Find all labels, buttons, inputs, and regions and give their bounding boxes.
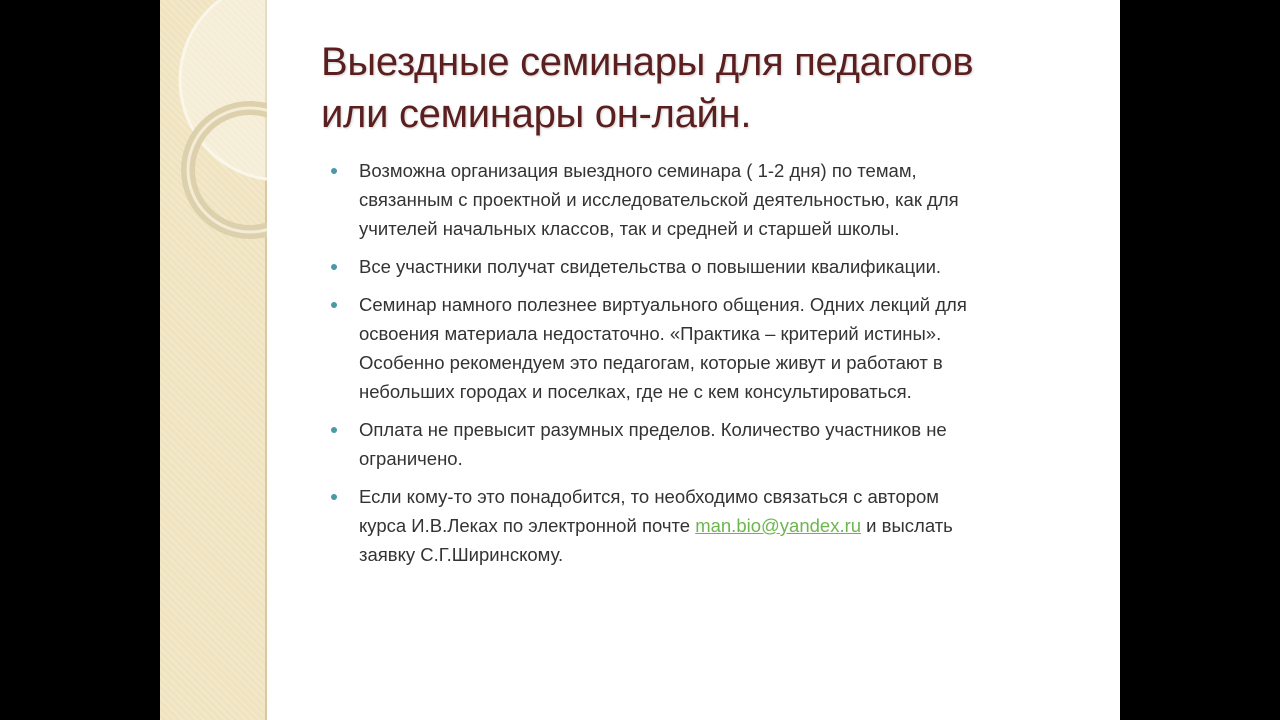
text-line: Семинар намного полезнее виртуального общения. Одних лекций для xyxy=(359,294,967,315)
decorative-circles-icon xyxy=(160,0,267,720)
bullet-icon xyxy=(331,427,337,433)
bullet-icon xyxy=(331,264,337,270)
decorative-side-band xyxy=(160,0,267,720)
text-line: освоения материала недостаточно. «Практика – критерий истины». xyxy=(359,323,942,344)
slide-title xyxy=(321,36,973,140)
bullet-list xyxy=(330,156,1120,578)
text-line: Возможна организация выездного семинара ( 1-2 дня) по темам, xyxy=(359,160,917,181)
list-item xyxy=(330,415,1120,473)
list-item xyxy=(330,482,1120,569)
text-line: Все участники получат свидетельства о повышении квалификации. xyxy=(359,256,942,277)
text-line: ограничено. xyxy=(359,448,463,469)
bullet-icon xyxy=(331,168,337,174)
text-fragment: курса И.В.Леках по электронной почте xyxy=(359,515,696,536)
text-line: небольших городах и поселках, где не с кем консультироваться. xyxy=(359,381,912,402)
text-fragment: и выслать xyxy=(861,515,953,536)
text-line: Если кому-то это понадобится, то необходимо связаться с автором xyxy=(359,486,940,507)
list-item xyxy=(330,252,1120,281)
title-line: или семинары он-лайн. xyxy=(321,92,752,136)
text-line: Оплата не превысит разумных пределов. Количество участников не xyxy=(359,419,947,440)
list-item xyxy=(330,156,1120,243)
slide xyxy=(160,0,1120,720)
title-line: Выездные семинары для педагогов xyxy=(321,40,974,84)
text-line xyxy=(359,511,1120,540)
text-line: связанным с проектной и исследовательской деятельностью, как для xyxy=(359,189,959,210)
bullet-icon xyxy=(331,302,337,308)
text-line: Особенно рекомендуем это педагогам, которые живут и работают в xyxy=(359,352,943,373)
text-line: заявку С.Г.Ширинскому. xyxy=(359,544,564,565)
bullet-icon xyxy=(331,494,337,500)
list-item xyxy=(330,290,1120,406)
text-line: учителей начальных классов, так и средней и старшей школы. xyxy=(359,218,900,239)
email-link[interactable]: man.bio@yandex.ru xyxy=(695,515,862,536)
